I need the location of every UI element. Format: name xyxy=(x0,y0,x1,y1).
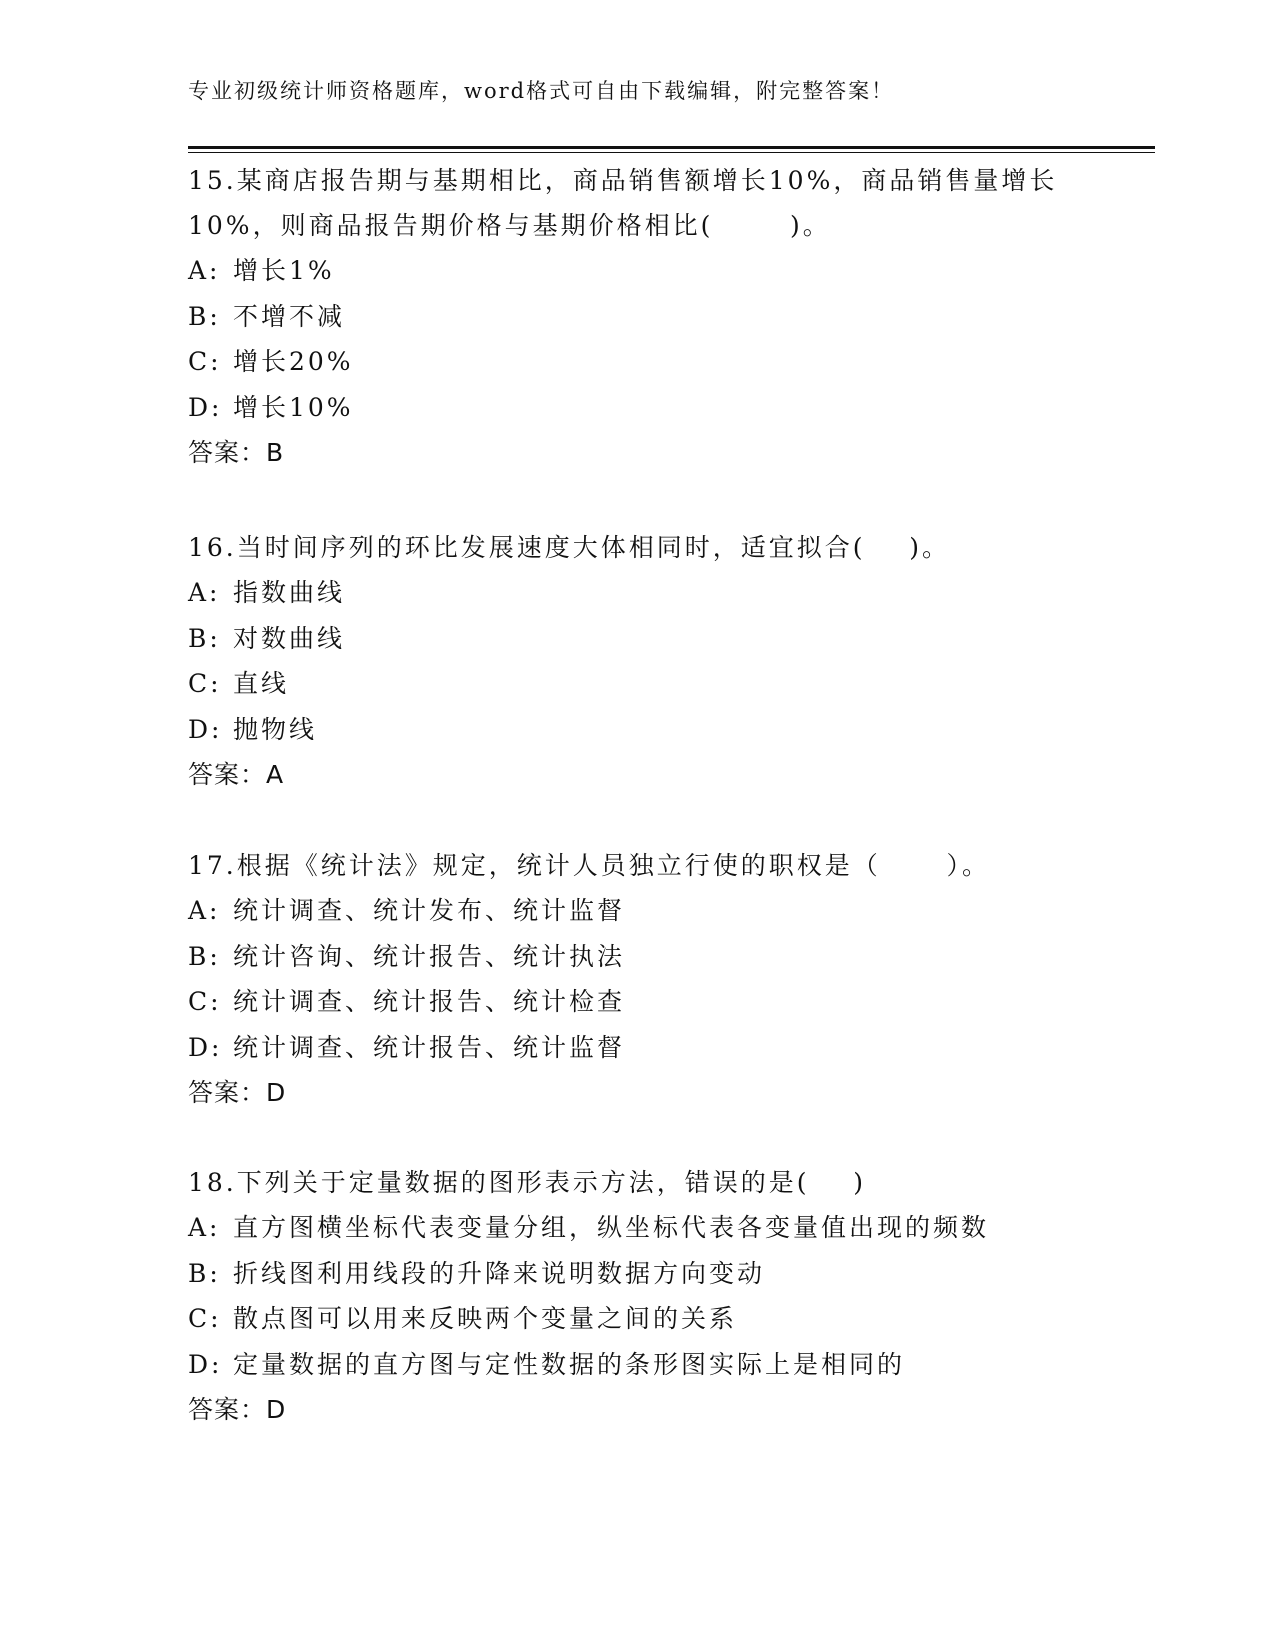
header-divider xyxy=(188,146,1155,149)
option-key: A: xyxy=(188,896,221,925)
question-15 xyxy=(188,158,1088,475)
page-header: 专业初级统计师资格题库，word格式可自由下载编辑，附完整答案！ xyxy=(188,79,895,103)
option-text: 定量数据的直方图与定性数据的条形图实际上是相同的 xyxy=(233,1349,906,1379)
question-stem-line: 16.当时间序列的环比发展速度大体相同时，适宜拟合( )。 xyxy=(188,533,951,562)
question-16 xyxy=(188,525,1088,797)
option-d xyxy=(188,1342,1088,1388)
option-key: C: xyxy=(188,347,222,376)
option-text: 统计调查、统计报告、统计监督 xyxy=(233,1032,626,1062)
option-b xyxy=(188,616,1088,662)
option-key: D: xyxy=(188,1032,223,1062)
option-key: B: xyxy=(188,1258,221,1288)
option-text: 统计咨询、统计报告、统计执法 xyxy=(233,941,626,971)
option-c xyxy=(188,661,1088,707)
option-text: 不增不减 xyxy=(233,301,346,331)
option-d xyxy=(188,707,1088,753)
option-b xyxy=(188,934,1088,980)
option-a xyxy=(188,1205,1088,1251)
option-key: C: xyxy=(188,669,222,698)
option-text: 指数曲线 xyxy=(233,578,346,607)
option-text: 直线 xyxy=(233,669,290,698)
answer-line: 答案：D xyxy=(188,1395,287,1424)
option-text: 折线图利用线段的升降来说明数据方向变动 xyxy=(233,1258,766,1288)
option-text: 统计调查、统计发布、统计监督 xyxy=(233,896,626,925)
answer-line: 答案：B xyxy=(188,438,285,467)
answer-line: 答案：D xyxy=(188,1078,287,1107)
option-text: 增长20% xyxy=(233,347,354,376)
option-text: 散点图可以用来反映两个变量之间的关系 xyxy=(233,1304,738,1333)
option-key: C: xyxy=(188,987,222,1016)
option-key: C: xyxy=(188,1304,222,1333)
option-a xyxy=(188,248,1088,294)
option-c xyxy=(188,339,1088,385)
option-a xyxy=(188,888,1088,934)
option-text: 增长10% xyxy=(233,392,354,422)
option-text: 抛物线 xyxy=(233,714,318,744)
option-a xyxy=(188,570,1088,616)
option-b xyxy=(188,1251,1088,1297)
question-18 xyxy=(188,1160,1088,1432)
option-key: B: xyxy=(188,301,221,331)
option-text: 对数曲线 xyxy=(233,623,346,653)
option-c xyxy=(188,979,1088,1025)
option-key: D: xyxy=(188,714,223,744)
option-d xyxy=(188,385,1088,431)
option-c xyxy=(188,1296,1088,1342)
question-17 xyxy=(188,843,1088,1115)
option-key: B: xyxy=(188,941,221,971)
header-divider-thin xyxy=(188,152,1155,153)
option-text: 统计调查、统计报告、统计检查 xyxy=(233,987,626,1016)
option-key: A: xyxy=(188,256,221,285)
option-text: 直方图横坐标代表变量分组，纵坐标代表各变量值出现的频数 xyxy=(233,1213,990,1242)
option-b xyxy=(188,294,1088,340)
option-key: B: xyxy=(188,623,221,653)
option-key: D: xyxy=(188,1349,223,1379)
question-stem-line: 10%，则商品报告期价格与基期价格相比( )。 xyxy=(188,211,831,240)
option-key: A: xyxy=(188,578,221,607)
question-stem-line: 18.下列关于定量数据的图形表示方法，错误的是( ) xyxy=(188,1168,867,1197)
question-stem-line: 15.某商店报告期与基期相比，商品销售额增长10%，商品销售量增长 xyxy=(188,166,1058,195)
option-key: A: xyxy=(188,1213,221,1242)
answer-line: 答案：A xyxy=(188,760,285,789)
question-stem-line: 17.根据《统计法》规定，统计人员独立行使的职权是（ ）。 xyxy=(188,851,990,880)
option-key: D: xyxy=(188,392,223,422)
option-d xyxy=(188,1025,1088,1071)
option-text: 增长1% xyxy=(233,256,335,285)
